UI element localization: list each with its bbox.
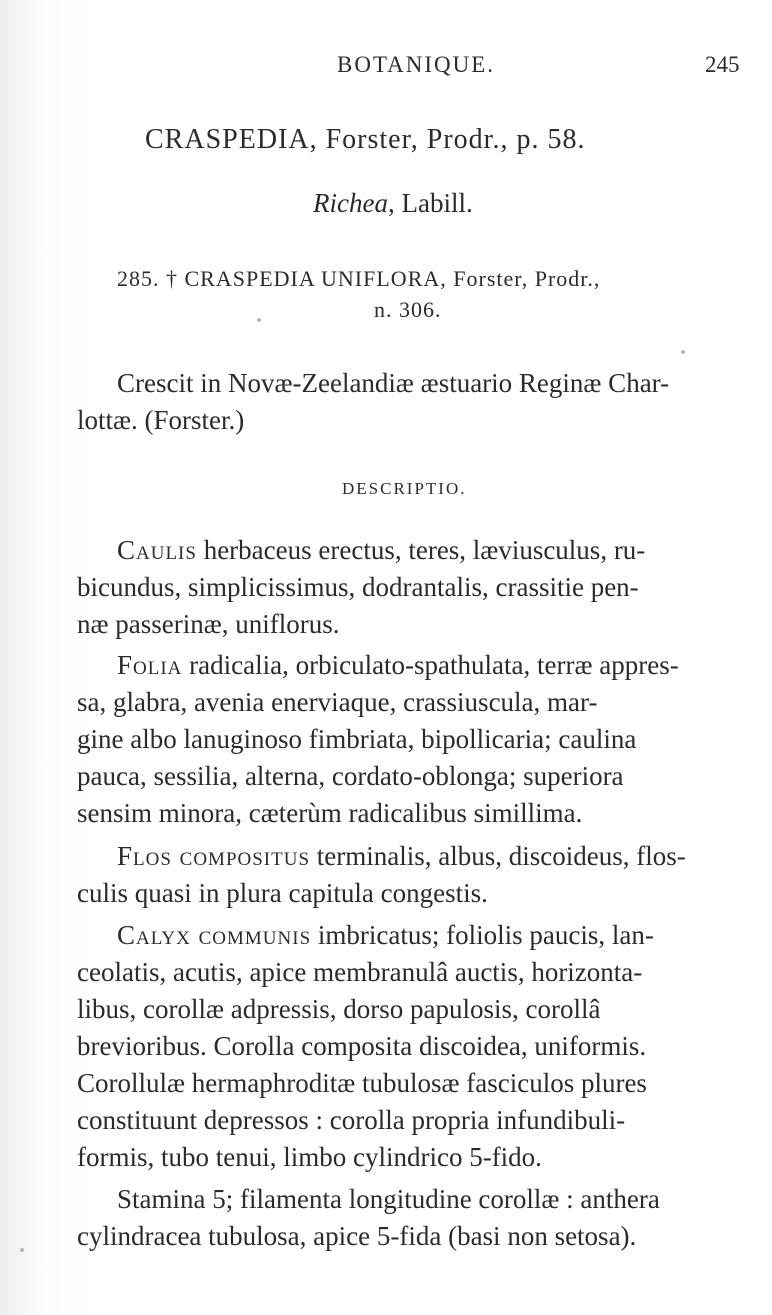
flos-paragraph-line: culis quasi in plura capitula congestis. [77,878,488,908]
section-heading: DESCRIPTIO. [342,479,467,498]
print-speck [681,350,685,354]
print-speck [257,318,261,322]
flos-paragraph-line: Flos compositus terminalis, albus, discoideus, flos- [117,841,686,871]
synonym-name: Richea [313,188,388,218]
habitat-line: Crescit in Novæ-Zeelandiæ æstuario Reginæ Char- [117,368,670,398]
calyx-paragraph-line: formis, tubo tenui, limbo cylindrico 5-fido. [77,1142,542,1172]
term-calyx: Calyx communis [117,920,312,950]
caulis-paragraph-line: Caulis herbaceus erectus, teres, læviusculus, ru- [117,535,646,565]
folia-paragraph-line: sa, glabra, avenia enerviaque, crassiuscula, mar- [77,687,598,717]
calyx-paragraph-line: ceolatis, acutis, apice membranulâ auctis, horizonta- [77,957,643,987]
species-heading: 285. † CRASPEDIA UNIFLORA, Forster, Prodr., [117,266,601,291]
caulis-paragraph-line: bicundus, simplicissimus, dodrantalis, crassitie pen- [77,572,639,602]
page-number: 245 [705,52,740,77]
stamina-paragraph-line: cylindracea tubulosa, apice 5-fida (basi non setosa). [77,1221,637,1251]
habitat-line: lottæ. (Forster.) [77,405,245,435]
folia-paragraph-line: sensim minora, cæterùm radicalibus simillima. [77,798,583,828]
folia-paragraph-line: pauca, sessilia, alterna, cordato-oblonga; superiora [77,761,624,791]
term-folia: Folia [117,650,183,680]
genus-heading: CRASPEDIA, Forster, Prodr., p. 58. [145,124,586,155]
caulis-paragraph-line: næ passerinæ, uniflorus. [77,609,340,639]
term-caulis: Caulis [117,535,197,565]
calyx-paragraph-line: brevioribus. Corolla composita discoidea, uniformis. [77,1031,647,1061]
genus-synonym [313,188,473,219]
species-heading-continued: n. 306. [374,297,442,322]
calyx-paragraph-line: constituunt depressos : corolla propria infundibuli- [77,1105,626,1135]
calyx-paragraph-line: libus, corollæ adpressis, dorso papulosis, corollâ [77,994,601,1024]
calyx-paragraph-line: Calyx communis imbricatus; foliolis paucis, lan- [117,920,654,950]
folia-paragraph-line: Folia radicalia, orbiculato-spathulata, terræ appres- [117,650,679,680]
term-flos: Flos compositus [117,841,311,871]
print-speck [20,1248,24,1252]
synonym-author: , Labill. [387,188,473,218]
calyx-paragraph-line: Corollulæ hermaphroditæ tubulosæ fasciculos plures [77,1068,647,1098]
stamina-paragraph-line: Stamina 5; filamenta longitudine corollæ : anthera [117,1184,660,1214]
folia-paragraph-line: gine albo lanuginoso fimbriata, bipollicaria; caulina [77,724,637,754]
running-title: BOTANIQUE. [337,52,496,77]
